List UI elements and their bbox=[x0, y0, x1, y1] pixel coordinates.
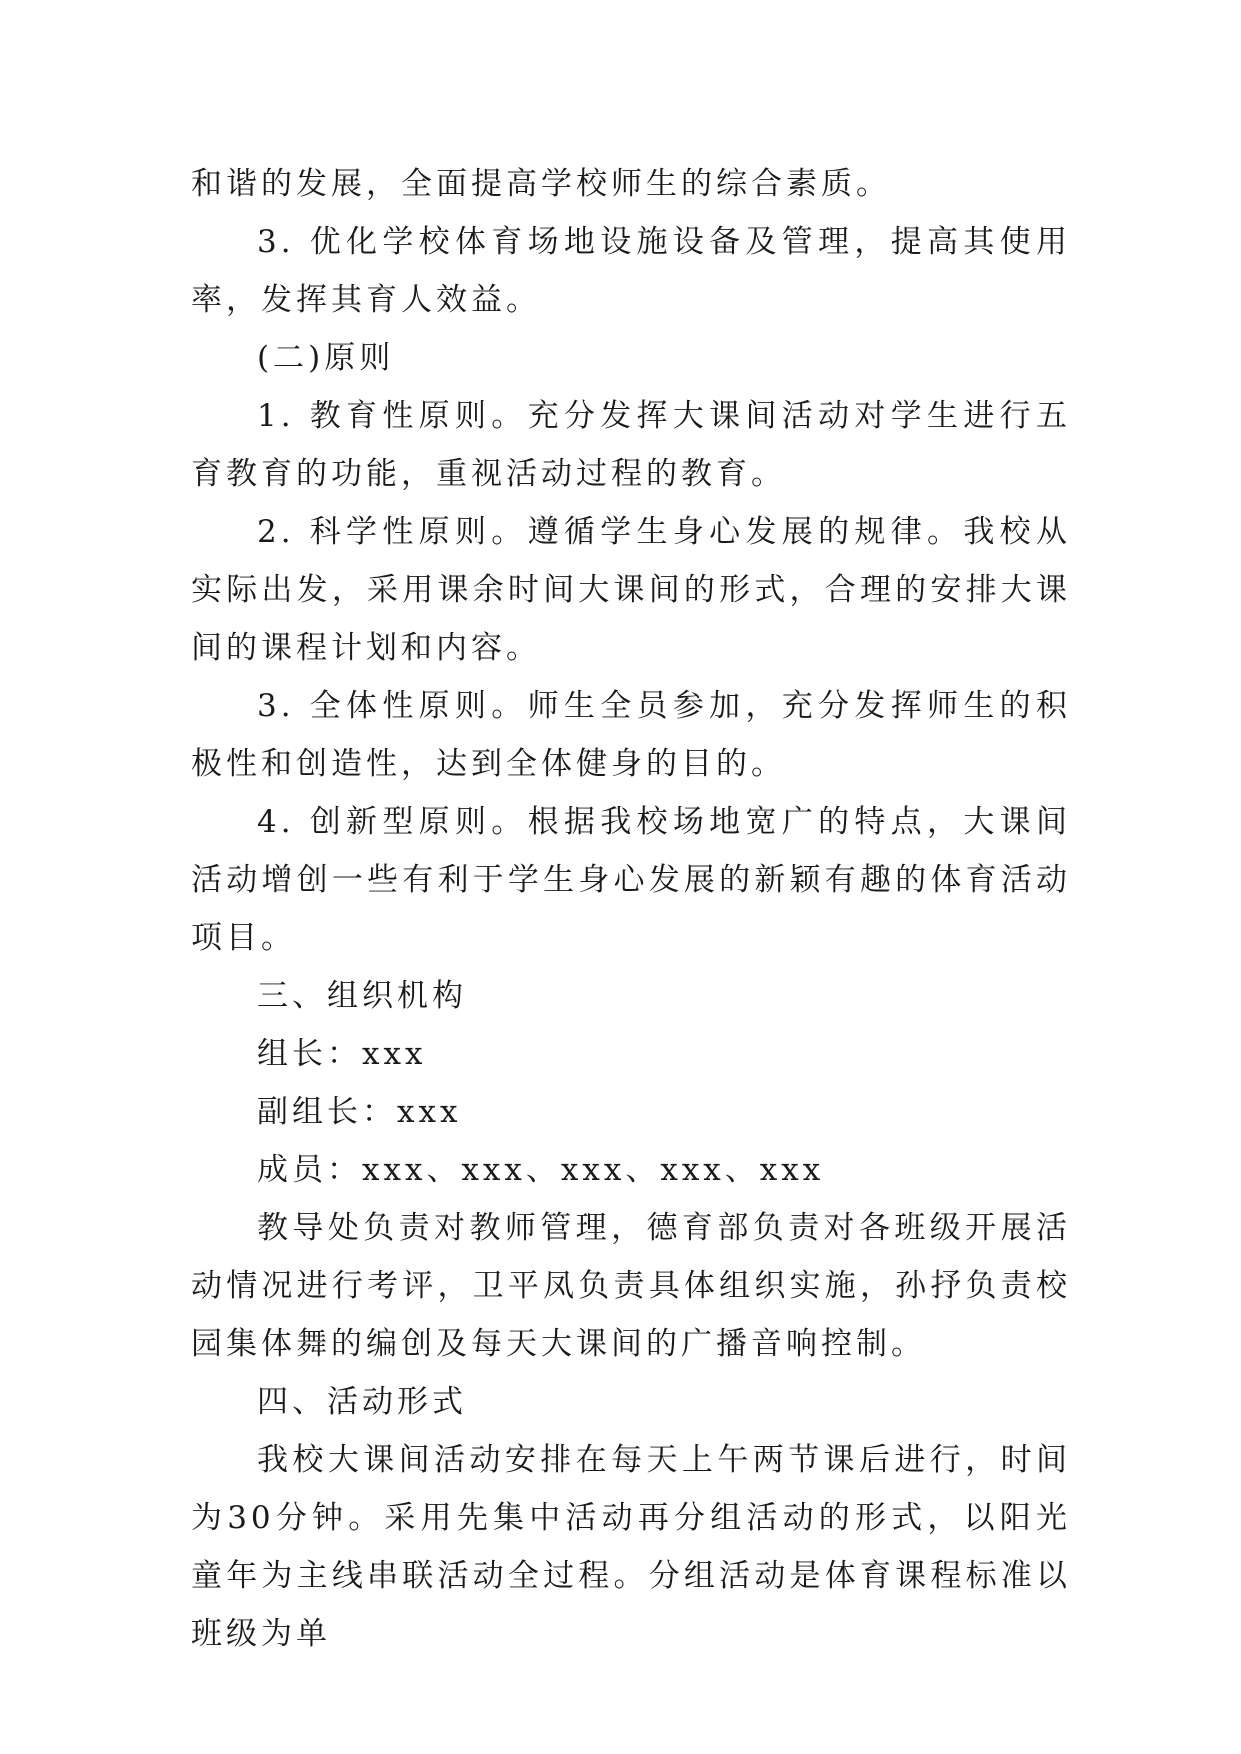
paragraph-responsibilities: 教导处负责对教师管理，德育部负责对各班级开展活动情况进行考评，卫平凤负责具体组织实施，孙抒负责校园集体舞的编创及每天大课间的广播音响控制。 bbox=[191, 1210, 1071, 1362]
paragraph-deputy-leader: 副组长：xxx bbox=[257, 1094, 462, 1130]
paragraph-activity-schedule: 我校大课间活动安排在每天上午两节课后进行，时间为30分钟。采用先集中活动再分组活动的形式，以阳光童年为主线串联活动全过程。分组活动是体育课程标准以班级为单 bbox=[191, 1442, 1071, 1652]
paragraph-leader: 组长：xxx bbox=[257, 1036, 427, 1072]
paragraph-goal-3: 3. 优化学校体育场地设施设备及管理，提高其使用率，发挥其育人效益。 bbox=[191, 224, 1071, 318]
section-heading-organization: 三、组织机构 bbox=[257, 978, 467, 1014]
paragraph-principle-1: 1. 教育性原则。充分发挥大课间活动对学生进行五育教育的功能，重视活动过程的教育。 bbox=[191, 398, 1071, 492]
section-heading-principles: (二)原则 bbox=[257, 340, 395, 376]
paragraph-principle-2: 2. 科学性原则。遵循学生身心发展的规律。我校从实际出发，采用课余时间大课间的形式，合理的安排大课间的课程计划和内容。 bbox=[191, 514, 1071, 666]
paragraph-members: 成员：xxx、xxx、xxx、xxx、xxx bbox=[257, 1152, 825, 1188]
document-body bbox=[191, 155, 1071, 1663]
paragraph-principle-4: 4. 创新型原则。根据我校场地宽广的特点，大课间活动增创一些有利于学生身心发展的新颖有趣的体育活动项目。 bbox=[191, 804, 1071, 956]
paragraph-continuation: 和谐的发展，全面提高学校师生的综合素质。 bbox=[191, 166, 891, 202]
paragraph-principle-3: 3. 全体性原则。师生全员参加，充分发挥师生的积极性和创造性，达到全体健身的目的。 bbox=[191, 688, 1071, 782]
section-heading-activity-form: 四、活动形式 bbox=[257, 1384, 467, 1420]
